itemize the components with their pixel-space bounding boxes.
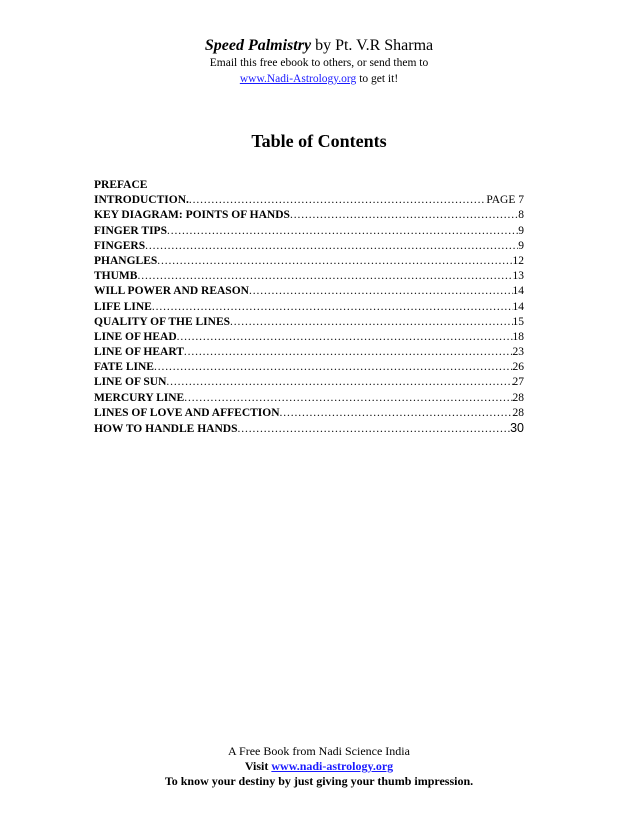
toc-entry-label: THUMB [94, 270, 138, 283]
toc-entry-label: INTRODUCTION. [94, 194, 189, 207]
toc-entry[interactable] [94, 375, 524, 390]
toc-entry-page: 9 [518, 224, 524, 237]
toc-leader-dots [184, 391, 512, 406]
site-line [0, 73, 638, 85]
toc-entry-label: WILL POWER AND REASON [94, 285, 249, 298]
toc-leader-dots [152, 300, 513, 315]
toc-entry-label: LIFE LINE [94, 300, 152, 313]
toc-entry[interactable] [94, 178, 524, 193]
toc-entry[interactable] [94, 208, 524, 223]
site-link[interactable]: www.Nadi-Astrology.org [239, 73, 357, 85]
toc-entry[interactable] [94, 239, 524, 254]
toc-entry-label: LINE OF HEAD [94, 330, 177, 343]
toc-leader-dots [249, 284, 513, 299]
toc-entry[interactable] [94, 391, 524, 406]
toc-entry-page: 28 [512, 406, 524, 419]
toc-entry-page: 28 [512, 391, 524, 404]
table-of-contents [94, 178, 524, 436]
toc-entry[interactable] [94, 269, 524, 284]
toc-entry-page: 30 [510, 421, 524, 435]
toc-entry-page: 12 [512, 254, 524, 267]
toc-entry-page: 14 [512, 285, 524, 298]
footer-visit-line [0, 759, 638, 774]
toc-entry[interactable] [94, 224, 524, 239]
toc-heading: Table of Contents [251, 131, 387, 151]
toc-entry-label: FINGER TIPS [94, 224, 167, 237]
toc-leader-dots [280, 406, 513, 421]
toc-entry-label: FINGERS [94, 239, 146, 252]
toc-entry-label: LINE OF HEART [94, 346, 184, 359]
toc-entry-label: PREFACE [94, 179, 148, 191]
toc-leader-dots [157, 254, 512, 269]
toc-entry[interactable] [94, 360, 524, 375]
toc-entry[interactable] [94, 406, 524, 421]
toc-entry[interactable] [94, 300, 524, 315]
toc-entry-label: PHANGLES [94, 254, 158, 267]
toc-entry-label: LINES OF LOVE AND AFFECTION [94, 406, 280, 419]
toc-leader-dots [166, 375, 512, 390]
toc-entry-page: 8 [518, 209, 524, 222]
toc-entry-label: QUALITY OF THE LINES [94, 315, 231, 328]
toc-entry-label: HOW TO HANDLE HANDS [94, 423, 238, 435]
toc-entry-page: 26 [512, 361, 524, 374]
toc-leader-dots [145, 239, 518, 254]
toc-entry[interactable] [94, 345, 524, 360]
book-title: Speed Palmistry [204, 37, 312, 54]
toc-entry[interactable] [94, 330, 524, 345]
toc-entry[interactable] [94, 284, 524, 299]
toc-entry-label: MERCURY LINE [94, 391, 185, 404]
toc-leader-dots [184, 345, 513, 360]
site-suffix: to get it! [359, 73, 399, 85]
toc-entry[interactable] [94, 254, 524, 269]
toc-entry-label: FATE LINE [94, 361, 154, 374]
toc-leader-dots [189, 193, 487, 208]
toc-entry[interactable] [94, 193, 524, 208]
email-note: Email this free ebook to others, or send them to [209, 57, 429, 69]
toc-leader-dots [230, 315, 512, 330]
toc-leader-dots [290, 208, 518, 223]
footer-visit-prefix: Visit [244, 759, 269, 773]
footer-publisher: A Free Book from Nadi Science India [228, 744, 410, 758]
book-title-line [0, 37, 638, 55]
toc-entry-page: 23 [512, 346, 524, 359]
toc-leader-dots [154, 360, 513, 375]
footer-visit-link[interactable]: www.nadi-astrology.org [271, 759, 394, 773]
book-author: by Pt. V.R Sharma [315, 37, 434, 54]
toc-leader-dots [177, 330, 513, 345]
toc-entry[interactable] [94, 315, 524, 330]
toc-entry[interactable] [94, 421, 524, 436]
toc-entry-page: PAGE 7 [486, 194, 524, 207]
toc-leader-dots [137, 269, 512, 284]
toc-entry-label: KEY DIAGRAM: POINTS OF HANDS [94, 209, 290, 222]
toc-leader-dots [167, 224, 518, 239]
toc-entry-page: 9 [518, 239, 524, 252]
toc-entry-page: 14 [512, 300, 524, 313]
toc-leader-dots [237, 422, 510, 437]
toc-entry-page: 18 [512, 330, 524, 343]
footer-tagline: To know your destiny by just giving your thumb impression. [164, 774, 474, 788]
toc-entry-page: 27 [512, 376, 524, 389]
toc-entry-label: LINE OF SUN [94, 376, 167, 389]
toc-entry-page: 15 [512, 315, 524, 328]
toc-entry-page: 13 [512, 270, 524, 283]
